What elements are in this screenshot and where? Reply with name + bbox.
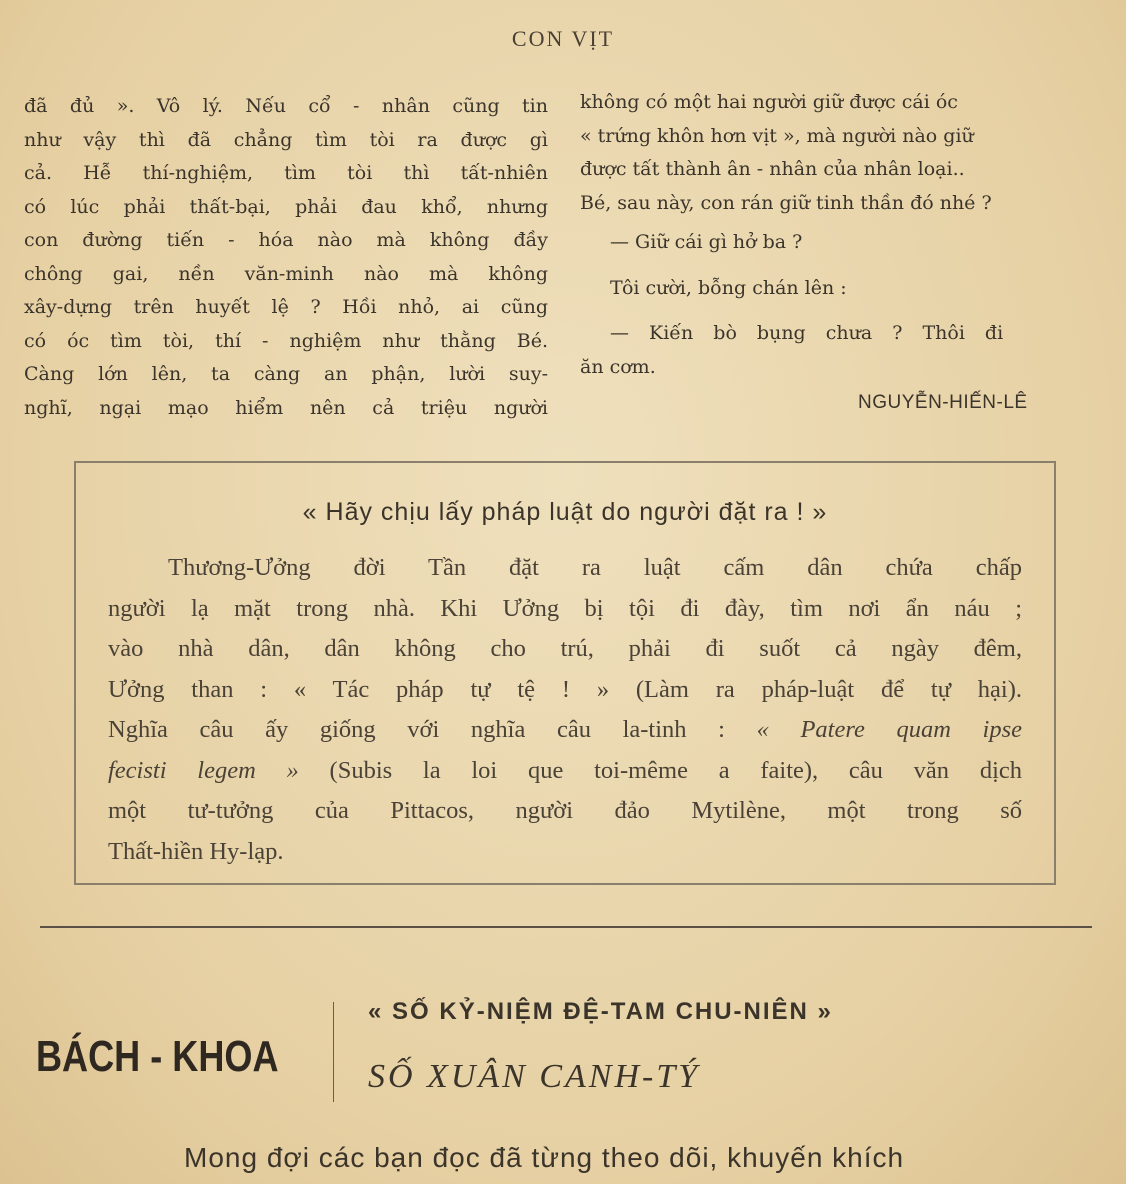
box-line: một tư-tưởng của Pittacos, người đảo Mytilène, một trong số [108,797,1022,824]
text-line: có óc tìm tòi, thí - nghiệm như thằng Bé. [24,329,548,352]
dialog-line: ăn cơm. [580,355,656,378]
dialog-line: — Kiến bò bụng chưa ? Thôi đi [610,322,1004,344]
text-line: Bé, sau này, con rán giữ tinh thần đó nhé ? [580,191,992,214]
dialog-line: — Giữ cái gì hở ba ? [610,231,803,253]
text-line: có lúc phải thất-bại, phải đau khổ, nhưng [24,195,548,218]
box-line-part: Nghĩa câu ấy giống với nghĩa câu la-tinh : [108,716,757,743]
text-line: được tất thành ân - nhân của nhân loại.. [580,158,965,180]
right-column [580,86,1100,384]
box-line: vào nhà dân, dân không cho trú, phải đi suốt cả ngày đêm, [108,635,1022,662]
text-line: cả. Hễ thí-nghiệm, tìm tòi thì tất-nhiên [24,162,548,184]
brand-title: BÁCH - KHOA [36,1032,279,1081]
edition-subtitle: SỐ XUÂN CANH-TÝ [368,1058,701,1095]
box-line [108,710,1022,751]
edition-title: « SỐ KỶ-NIỆM ĐỆ-TAM CHU-NIÊN » [368,998,833,1025]
horizontal-divider [40,926,1092,928]
text-line: xây-dựng trên huyết lệ ? Hồi nhỏ, ai cũng [24,296,548,318]
dialog-line: Tôi cười, bỗng chán lên : [610,276,847,299]
box-body [108,548,1022,872]
closing-line: Mong đợi các bạn đọc đã từng theo dõi, khuyến khích [184,1142,905,1173]
box-line: người lạ mặt trong nhà. Khi Ưởng bị tội đi đày, tìm nơi ẩn náu ; [108,594,1022,622]
text-line: con đường tiến - hóa nào mà không đầy [24,229,548,251]
text-line: « trứng khôn hơn vịt », mà người nào giữ [580,124,974,147]
text-line: Càng lớn lên, ta càng an phận, lười suy- [24,363,548,385]
text-line: không có một hai người giữ được cái óc [580,91,958,113]
text-line: đã đủ ». Vô lý. Nếu cổ - nhân cũng tin [24,95,548,117]
box-line: Ưởng than : « Tác pháp tự tệ ! » (Làm ra pháp-luật để tự hại). [108,675,1022,703]
author-signature: NGUYỄN-HIẾN-LÊ [858,392,1028,413]
text-line: như vậy thì đã chẳng tìm tòi ra được gì [24,128,548,151]
text-line: nghĩ, ngại mạo hiểm nên cả triệu người [24,396,548,419]
box-line [108,751,1022,792]
running-head: CON VỊT [511,26,615,51]
vertical-divider [333,1002,334,1102]
latin-quote: fecisti legem » [108,756,299,784]
latin-quote: « Patere quam ipse [756,716,1022,743]
text-line: chông gai, nền văn-minh nào mà không [24,262,548,285]
box-title: « Hãy chịu lấy pháp luật do người đặt ra ! » [302,498,828,526]
box-line: Thương-Ưởng đời Tần đặt ra luật cấm dân chứa chấp [168,554,1022,581]
box-line: Thất-hiền Hy-lạp. [108,837,284,865]
left-column [24,90,548,425]
box-line-part: (Subis la loi que toi-même a faite), câu văn dịch [298,756,1022,784]
